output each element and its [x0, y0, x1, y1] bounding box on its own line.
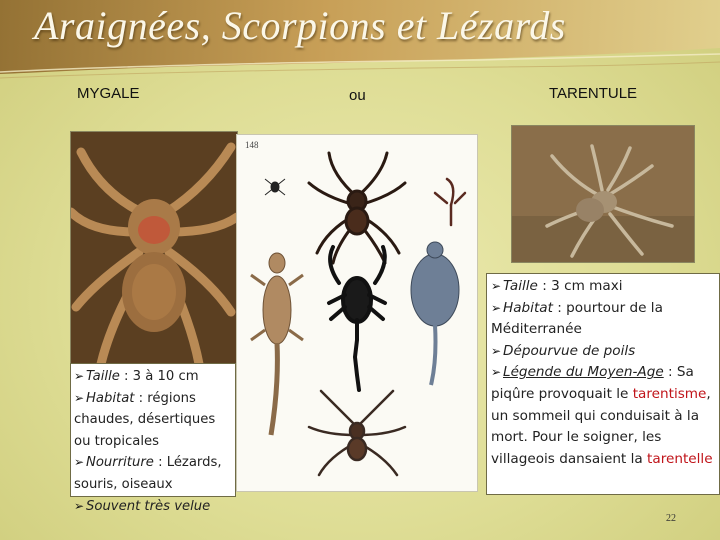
tarentisme-term: tarentisme	[632, 385, 707, 402]
slide-title: Araignées, Scorpions et Lézards	[34, 3, 566, 48]
heading-tarentule: TARENTULE	[549, 85, 638, 102]
mygale-info-box	[70, 363, 236, 514]
arrow-bullet-icon: ➢	[491, 300, 502, 315]
horned-lizard-icon	[411, 242, 459, 385]
wolf-spider-illustration	[512, 126, 694, 262]
mygale-photo	[70, 131, 238, 365]
arrow-bullet-icon: ➢	[74, 390, 85, 405]
mygale-habitat: ➢ Habitat : régions chaudes, désertiques ou tropicales	[74, 388, 232, 453]
scorpion-icon	[329, 247, 385, 390]
heading-ou: ou	[349, 87, 366, 104]
mygale-info-list	[74, 366, 232, 517]
plate-number: 148	[245, 140, 259, 150]
specimen-plate	[236, 134, 478, 492]
arrow-bullet-icon: ➢	[491, 279, 502, 293]
arrow-bullet-icon: ➢	[491, 343, 502, 358]
bottom-spider-icon	[309, 391, 405, 475]
tarentule-taille: ➢ Taille : 3 cm maxi	[491, 276, 715, 298]
black-spider-icon	[309, 153, 405, 263]
tarentule-legende: ➢ Légende du Moyen-Age : Sa piqûre provoquait le tarentisme, un sommeil qui conduisait à la mort. Pour le soigner, les villageois dansaient la tarentelle	[491, 364, 713, 467]
small-scorpion-icon	[435, 179, 465, 225]
small-spider-icon	[265, 179, 285, 195]
tarentule-info-box	[486, 273, 720, 495]
page-number: 22	[666, 513, 676, 524]
mygale-velue: ➢ Souvent très velue	[74, 496, 232, 518]
tarentule-poils: ➢ Dépourvue de poils	[491, 341, 715, 363]
tarentule-habitat: ➢ Habitat : pourtour de la Méditerranée	[491, 299, 663, 338]
arrow-bullet-icon: ➢	[74, 455, 85, 470]
mygale-nourriture: ➢ Nourriture : Lézards, souris, oiseaux	[74, 452, 232, 495]
lizard-icon	[251, 253, 303, 435]
tarentule-photo	[511, 125, 695, 263]
specimens-illustration	[237, 135, 477, 491]
tarentelle-term: tarentelle	[647, 450, 713, 467]
title-band	[0, 0, 720, 80]
heading-mygale: MYGALE	[77, 85, 140, 102]
arrow-bullet-icon: ➢	[74, 369, 85, 383]
mygale-taille: ➢ Taille : 3 à 10 cm	[74, 366, 232, 388]
tarantula-illustration	[71, 132, 237, 364]
arrow-bullet-icon: ➢	[74, 498, 85, 513]
arrow-bullet-icon: ➢	[491, 365, 502, 380]
